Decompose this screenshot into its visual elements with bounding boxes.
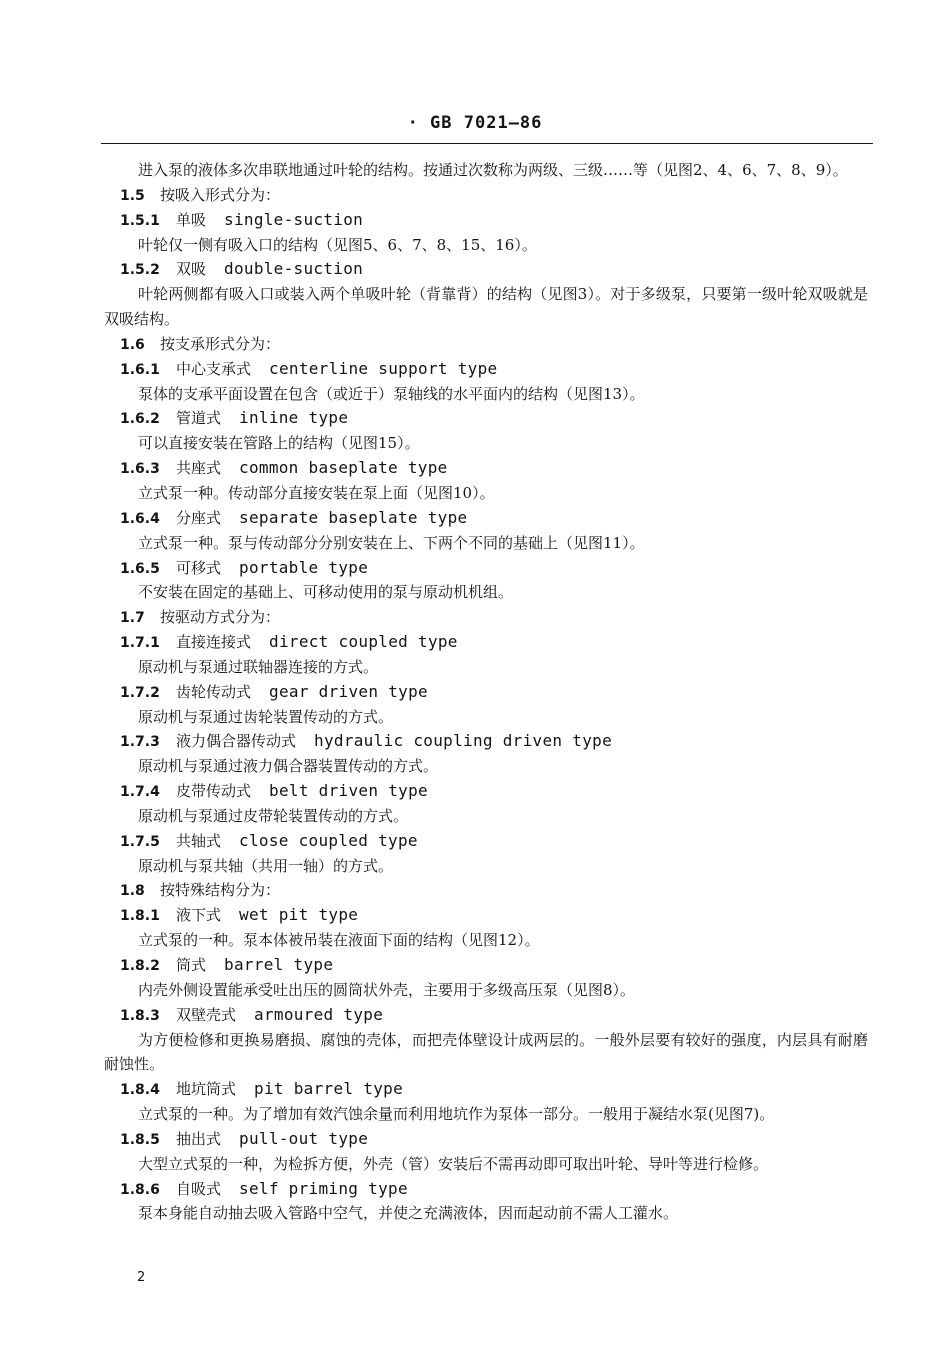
body-paragraph: 不安装在固定的基础上、可移动使用的泵与原动机机组。 xyxy=(138,583,514,602)
body-paragraph: 原动机与泵通过齿轮装置传动的方式。 xyxy=(138,707,394,726)
section-heading xyxy=(0,1003,950,1028)
section-title-cn: 分座式 xyxy=(176,508,222,527)
body-paragraph: 立式泵的一种。泵本体被吊装在液面下面的结构（见图12）。 xyxy=(138,931,540,950)
section-title-cn: 按支承形式分为： xyxy=(160,334,281,353)
section-number: 1.6.4 xyxy=(120,510,160,527)
section-number: 1.6.5 xyxy=(120,560,160,577)
section-title-cn: 直接连接式 xyxy=(176,633,252,652)
body-paragraph: 原动机与泵通过皮带轮装置传动的方式。 xyxy=(138,806,409,825)
section-title-en: hydraulic coupling driven type xyxy=(314,731,612,751)
section-number: 1.8.1 xyxy=(120,908,160,925)
section-title-en: centerline support type xyxy=(269,358,498,378)
section-heading xyxy=(0,630,950,655)
body-paragraph: 叶轮两侧都有吸入口或装入两个单吸叶轮（背靠背）的结构（见图3）。对于多级泵，只要第一级叶轮双吸就是双吸结构。 xyxy=(104,285,868,329)
section-title-en: separate baseplate type xyxy=(239,507,468,527)
body-paragraph: 可以直接安装在管路上的结构（见图15）。 xyxy=(138,434,420,453)
section-title-cn: 可移式 xyxy=(176,558,222,577)
section-number: 1.8.2 xyxy=(120,958,160,974)
section-heading xyxy=(0,953,950,978)
section-number: 1.7.4 xyxy=(120,784,160,801)
section-title-en: pull-out type xyxy=(239,1128,369,1148)
section-title-en: portable type xyxy=(239,557,369,577)
body-paragraph: 内壳外侧设置能承受吐出压的圆筒状外壳，主要用于多级高压泵（见图8）。 xyxy=(138,980,636,999)
header-rule xyxy=(101,143,873,144)
section-heading xyxy=(0,183,950,208)
body-paragraph: 立式泵一种。传动部分直接安装在泵上面（见图10）。 xyxy=(138,483,495,502)
section-title-cn: 液下式 xyxy=(176,906,222,925)
section-number: 1.8.3 xyxy=(120,1007,160,1024)
section-number: 1.7.1 xyxy=(120,635,160,652)
section-title-cn: 筒式 xyxy=(176,956,207,974)
section-title-cn: 抽出式 xyxy=(176,1129,222,1148)
section-title-cn: 按吸入形式分为： xyxy=(160,185,281,204)
section-title-en: close coupled type xyxy=(239,830,418,850)
section-number: 1.5 xyxy=(120,187,145,204)
section-heading xyxy=(0,903,950,928)
section-heading xyxy=(0,1077,950,1102)
section-title-en: inline type xyxy=(239,408,349,428)
section-heading xyxy=(0,1177,950,1202)
section-title-en: armoured type xyxy=(254,1004,384,1024)
section-title-cn: 共轴式 xyxy=(176,831,222,850)
body-paragraph: 立式泵一种。泵与传动部分分别安装在上、下两个不同的基础上（见图11）。 xyxy=(138,533,645,552)
section-heading xyxy=(0,257,950,282)
body-paragraph: 为方便检修和更换易磨损、腐蚀的壳体，而把壳体壁设计成两层的。一般外层要有较好的强度，内层具有耐磨耐蚀性。 xyxy=(104,1030,868,1074)
section-title-en: double-suction xyxy=(224,259,364,279)
section-title-cn: 自吸式 xyxy=(176,1179,222,1198)
section-heading xyxy=(0,506,950,531)
section-heading xyxy=(0,878,950,903)
section-number: 1.8 xyxy=(120,883,145,900)
body-paragraph: 泵本身能自动抽去吸入管路中空气，并使之充满液体，因而起动前不需人工灌水。 xyxy=(138,1204,679,1223)
section-title-cn: 双吸 xyxy=(176,260,207,279)
section-number: 1.5.1 xyxy=(120,212,160,229)
section-number: 1.6 xyxy=(120,336,145,353)
body-paragraph: 原动机与泵共轴（共用一轴）的方式。 xyxy=(138,856,394,875)
section-title-en: direct coupled type xyxy=(269,632,458,652)
section-title-cn: 中心支承式 xyxy=(176,359,252,378)
body-paragraph: 大型立式泵的一种，为检拆方便，外壳（管）安装后不需再动即可取出叶轮、导叶等进行检修。 xyxy=(138,1154,769,1173)
section-heading xyxy=(0,556,950,581)
section-title-en: self priming type xyxy=(239,1178,408,1198)
body-paragraph: 进入泵的液体多次串联地通过叶轮的结构。按通过次数称为两级、三级……等（见图2、4、6、7、8、9）。 xyxy=(138,161,848,179)
section-number: 1.7.5 xyxy=(120,833,160,850)
section-heading xyxy=(0,406,950,431)
section-title-en: gear driven type xyxy=(269,681,428,701)
body-paragraph: 原动机与泵通过联轴器连接的方式。 xyxy=(138,657,379,676)
section-title-en: pit barrel type xyxy=(254,1079,404,1099)
section-number: 1.6.2 xyxy=(120,411,160,428)
section-heading xyxy=(0,729,950,754)
section-number: 1.7 xyxy=(120,610,145,627)
section-number: 1.6.1 xyxy=(120,361,160,378)
section-number: 1.7.3 xyxy=(120,734,160,751)
section-title-en: wet pit type xyxy=(239,905,359,925)
section-heading xyxy=(0,332,950,357)
section-heading xyxy=(0,779,950,804)
section-heading xyxy=(0,605,950,630)
section-title-cn: 双壁壳式 xyxy=(176,1005,237,1024)
section-title-en: belt driven type xyxy=(269,781,428,801)
body-paragraph: 原动机与泵通过液力偶合器装置传动的方式。 xyxy=(138,757,439,776)
section-heading xyxy=(0,680,950,705)
body-paragraph: 叶轮仅一侧有吸入口的结构（见图5、6、7、8、15、16）。 xyxy=(138,235,537,254)
page-header: · GB 7021—86 xyxy=(407,113,543,133)
section-heading xyxy=(0,456,950,481)
section-title-cn: 液力偶合器传动式 xyxy=(176,732,297,751)
section-number: 1.5.2 xyxy=(120,262,160,279)
section-title-cn: 地坑筒式 xyxy=(176,1080,237,1099)
section-number: 1.6.3 xyxy=(120,461,160,478)
section-title-en: common baseplate type xyxy=(239,458,448,478)
page-number: 2 xyxy=(137,1270,146,1285)
section-number: 1.7.2 xyxy=(120,684,160,701)
section-title-cn: 按驱动方式分为： xyxy=(160,608,281,627)
section-heading xyxy=(0,829,950,854)
document-body xyxy=(0,158,950,1226)
section-title-cn: 按特殊结构分为： xyxy=(160,881,281,900)
section-title-cn: 管道式 xyxy=(176,409,222,428)
body-paragraph: 泵体的支承平面设置在包含（或近于）泵轴线的水平面内的结构（见图13）。 xyxy=(138,384,645,403)
section-title-cn: 皮带传动式 xyxy=(176,782,252,801)
section-heading xyxy=(0,208,950,233)
body-paragraph: 立式泵的一种。为了增加有效汽蚀余量而利用地坑作为泵体一部分。一般用于凝结水泵(见图7)。 xyxy=(138,1105,775,1124)
section-number: 1.8.6 xyxy=(120,1181,160,1198)
section-title-cn: 单吸 xyxy=(176,210,207,229)
section-heading xyxy=(0,1127,950,1152)
section-number: 1.8.4 xyxy=(120,1082,160,1099)
section-title-cn: 共座式 xyxy=(176,459,222,478)
section-title-en: barrel type xyxy=(224,955,334,974)
section-title-cn: 齿轮传动式 xyxy=(176,682,252,701)
section-title-en: single-suction xyxy=(224,209,364,229)
section-heading xyxy=(0,357,950,382)
section-number: 1.8.5 xyxy=(120,1131,160,1148)
